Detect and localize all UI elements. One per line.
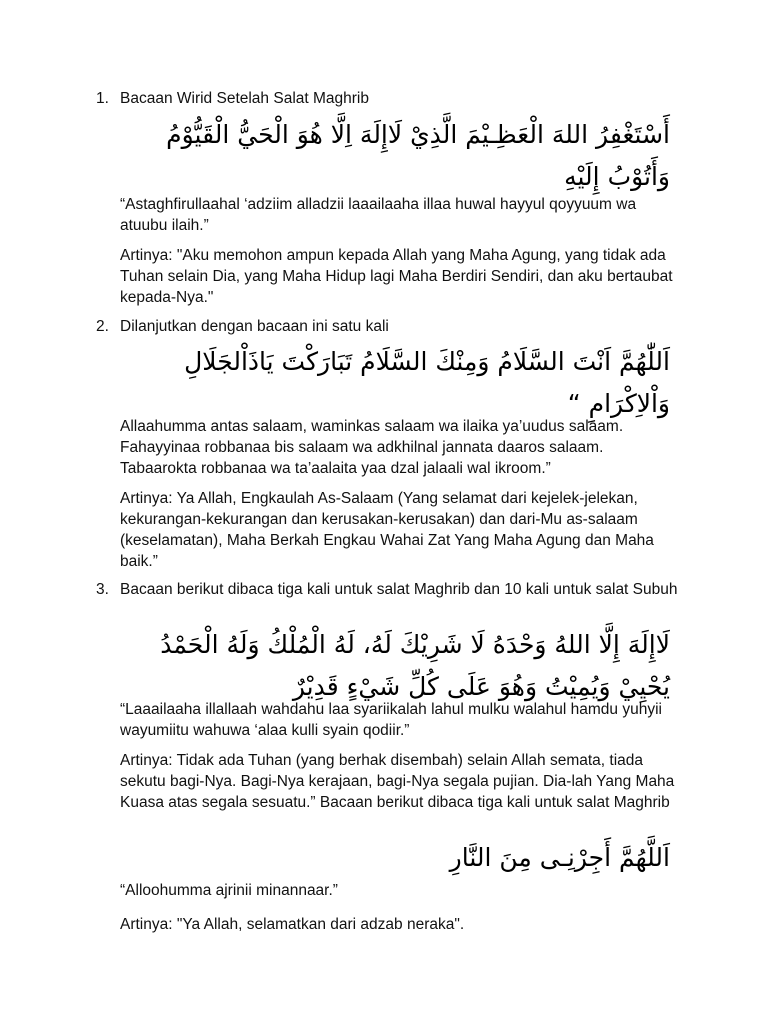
- list-number: 3.: [96, 581, 109, 598]
- arabic-text: لَاإِلَهَ إِلَّا اللهُ وَحْدَهُ لَا شَرِيْكَ لَهُ، لَهُ الْمُلْكُ وَلَهُ الْحَمْدُ يُحْيِيْ وَيُمِيْتُ وَهُوَ عَلَى كُلِّ شَيْءٍ قَدِيْرٌ: [160, 630, 670, 701]
- meaning-text: Artinya: Tidak ada Tuhan (yang berhak disembah) selain Allah semata, tiada sekutu bagi-Nya. Bagi-Nya kerajaan, bagi-Nya segala pujian. Dia-lah Yang Maha Kuasa atas segala sesuatu.” Bacaan berikut dibaca tiga kali untuk salat Maghrib: [120, 752, 675, 811]
- transliteration-text: “Alloohumma ajrinii minannaar.”: [120, 882, 338, 899]
- meaning-text: Artinya: "Aku memohon ampun kepada Allah yang Maha Agung, yang tidak ada Tuhan selain Dia, yang Maha Hidup lagi Maha Berdiri Sendiri, dan aku bertaubat kepada-Nya.": [120, 247, 673, 306]
- transliteration-text: Allaahumma antas salaam, waminkas salaam wa ilaika ya’uudus salaam. Fahayyinaa robbanaa bis salaam wa adkhilnal jannata daaros salaam. Tabaarokta robbanaa wa ta’aalaita yaa dzal jalaali wal ikroom.”: [120, 418, 624, 477]
- arabic-text: اَللَّهُمَّ أَجِرْنِـى مِنَ النَّارِ: [449, 843, 670, 872]
- list-number: 2.: [96, 318, 109, 335]
- list-item-heading: Bacaan berikut dibaca tiga kali untuk salat Maghrib dan 10 kali untuk salat Subuh: [120, 581, 678, 598]
- transliteration-text: “Astaghfirullaahal ‘adziim alladzii laaailaaha illaa huwal hayyul qoyyuum wa atuubu ilaih.”: [120, 196, 637, 234]
- arabic-text: اَللّٰهُمَّ اَنْتَ السَّلَامُ وَمِنْكَ السَّلَامُ تَبَارَكْتَ يَاذَاْلجَلَالِ وَاْلاِكْرَامِ “: [184, 347, 670, 418]
- list-item-heading: Bacaan Wirid Setelah Salat Maghrib: [120, 90, 369, 107]
- meaning-text: Artinya: "Ya Allah, selamatkan dari adzab neraka".: [120, 916, 465, 933]
- transliteration-text: “Laaailaaha illallaah wahdahu laa syariikalah lahul mulku walahul hamdu yuhyii wayumiitu wahuwa ‘alaa kulli syain qodiir.”: [120, 701, 662, 739]
- list-number: 1.: [96, 90, 109, 107]
- arabic-text: أَسْتَغْفِرُ اللهَ الْعَظِـيْمَ الَّذِيْ لَاإِلَهَ اِلَّا هُوَ الْحَيُّ الْقَيُّوْمُ وَأَتُوْبُ إِلَيْهِ: [166, 120, 670, 191]
- list-item-heading: Dilanjutkan dengan bacaan ini satu kali: [120, 318, 389, 335]
- meaning-text: Artinya: Ya Allah, Engkaulah As-Salaam (Yang selamat dari kejelek-jelekan, kekurangan-kekurangan dan kerusakan-kerusakan) dan dari-Mu as-salaam (keselamatan), Maha Berkah Engkau Wahai Zat Yang Maha Agung dan Maha baik.”: [120, 490, 654, 570]
